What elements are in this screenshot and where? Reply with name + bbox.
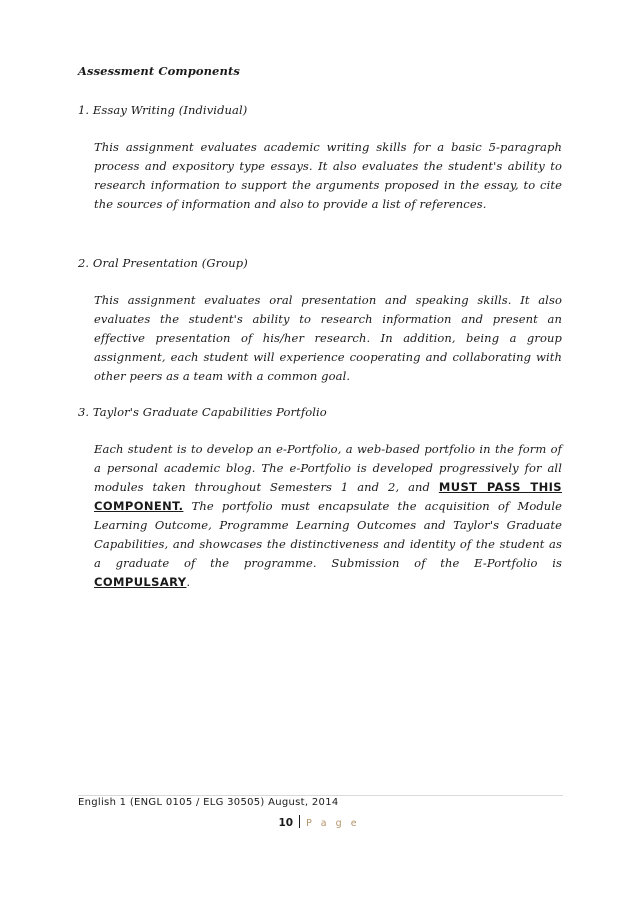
must-pass-emphasis: MUST PASS THIS COMPONENT.	[94, 480, 562, 513]
footer-course-info: English 1 (ENGL 0105 / ELG 30505) August, 2014	[78, 797, 339, 808]
page-label: P a g e	[306, 818, 360, 829]
page-number-separator	[299, 815, 300, 828]
section-paragraph-portfolio	[94, 440, 562, 592]
section-title-essay: 1. Essay Writing (Individual)	[78, 103, 248, 117]
section-paragraph-essay: This assignment evaluates academic writing skills for a basic 5-paragraph process and expository type essays. It also evaluates the student's ability to research information to support the arguments proposed in the essay, to cite the sources of information and also to provide a list of references.	[94, 140, 562, 211]
compulsary-emphasis: COMPULSARY	[94, 575, 187, 589]
portfolio-text-part1: Each student is to develop an e-Portfolio, a web-based portfolio in the form of a personal academic blog. The e-Portfolio is developed progressively for all modules taken throughout Semesters 1 and 2, and	[94, 442, 562, 494]
page-number-block	[0, 815, 638, 829]
portfolio-text-end: .	[186, 575, 191, 589]
section-title-oral: 2. Oral Presentation (Group)	[78, 256, 248, 270]
section-paragraph-oral: This assignment evaluates oral presentation and speaking skills. It also evaluates the student's ability to research information and present an effective presentation of his/her research. In addition, being a group assignment, each student will experience cooperating and collaborating with other peers as a team with a common goal.	[94, 293, 562, 383]
footer-divider	[78, 795, 563, 796]
section-title-portfolio: 3. Taylor's Graduate Capabilities Portfolio	[78, 405, 327, 419]
page-number: 10	[278, 817, 294, 829]
portfolio-text-part2: The portfolio must encapsulate the acquisition of Module Learning Outcome, Programme Learning Outcomes and Taylor's Graduate Capabilities, and showcases the distinctiveness and identity of the student as a graduate of the programme. Submission of the E-Portfolio is	[94, 499, 562, 570]
page-heading: Assessment Components	[78, 64, 240, 78]
